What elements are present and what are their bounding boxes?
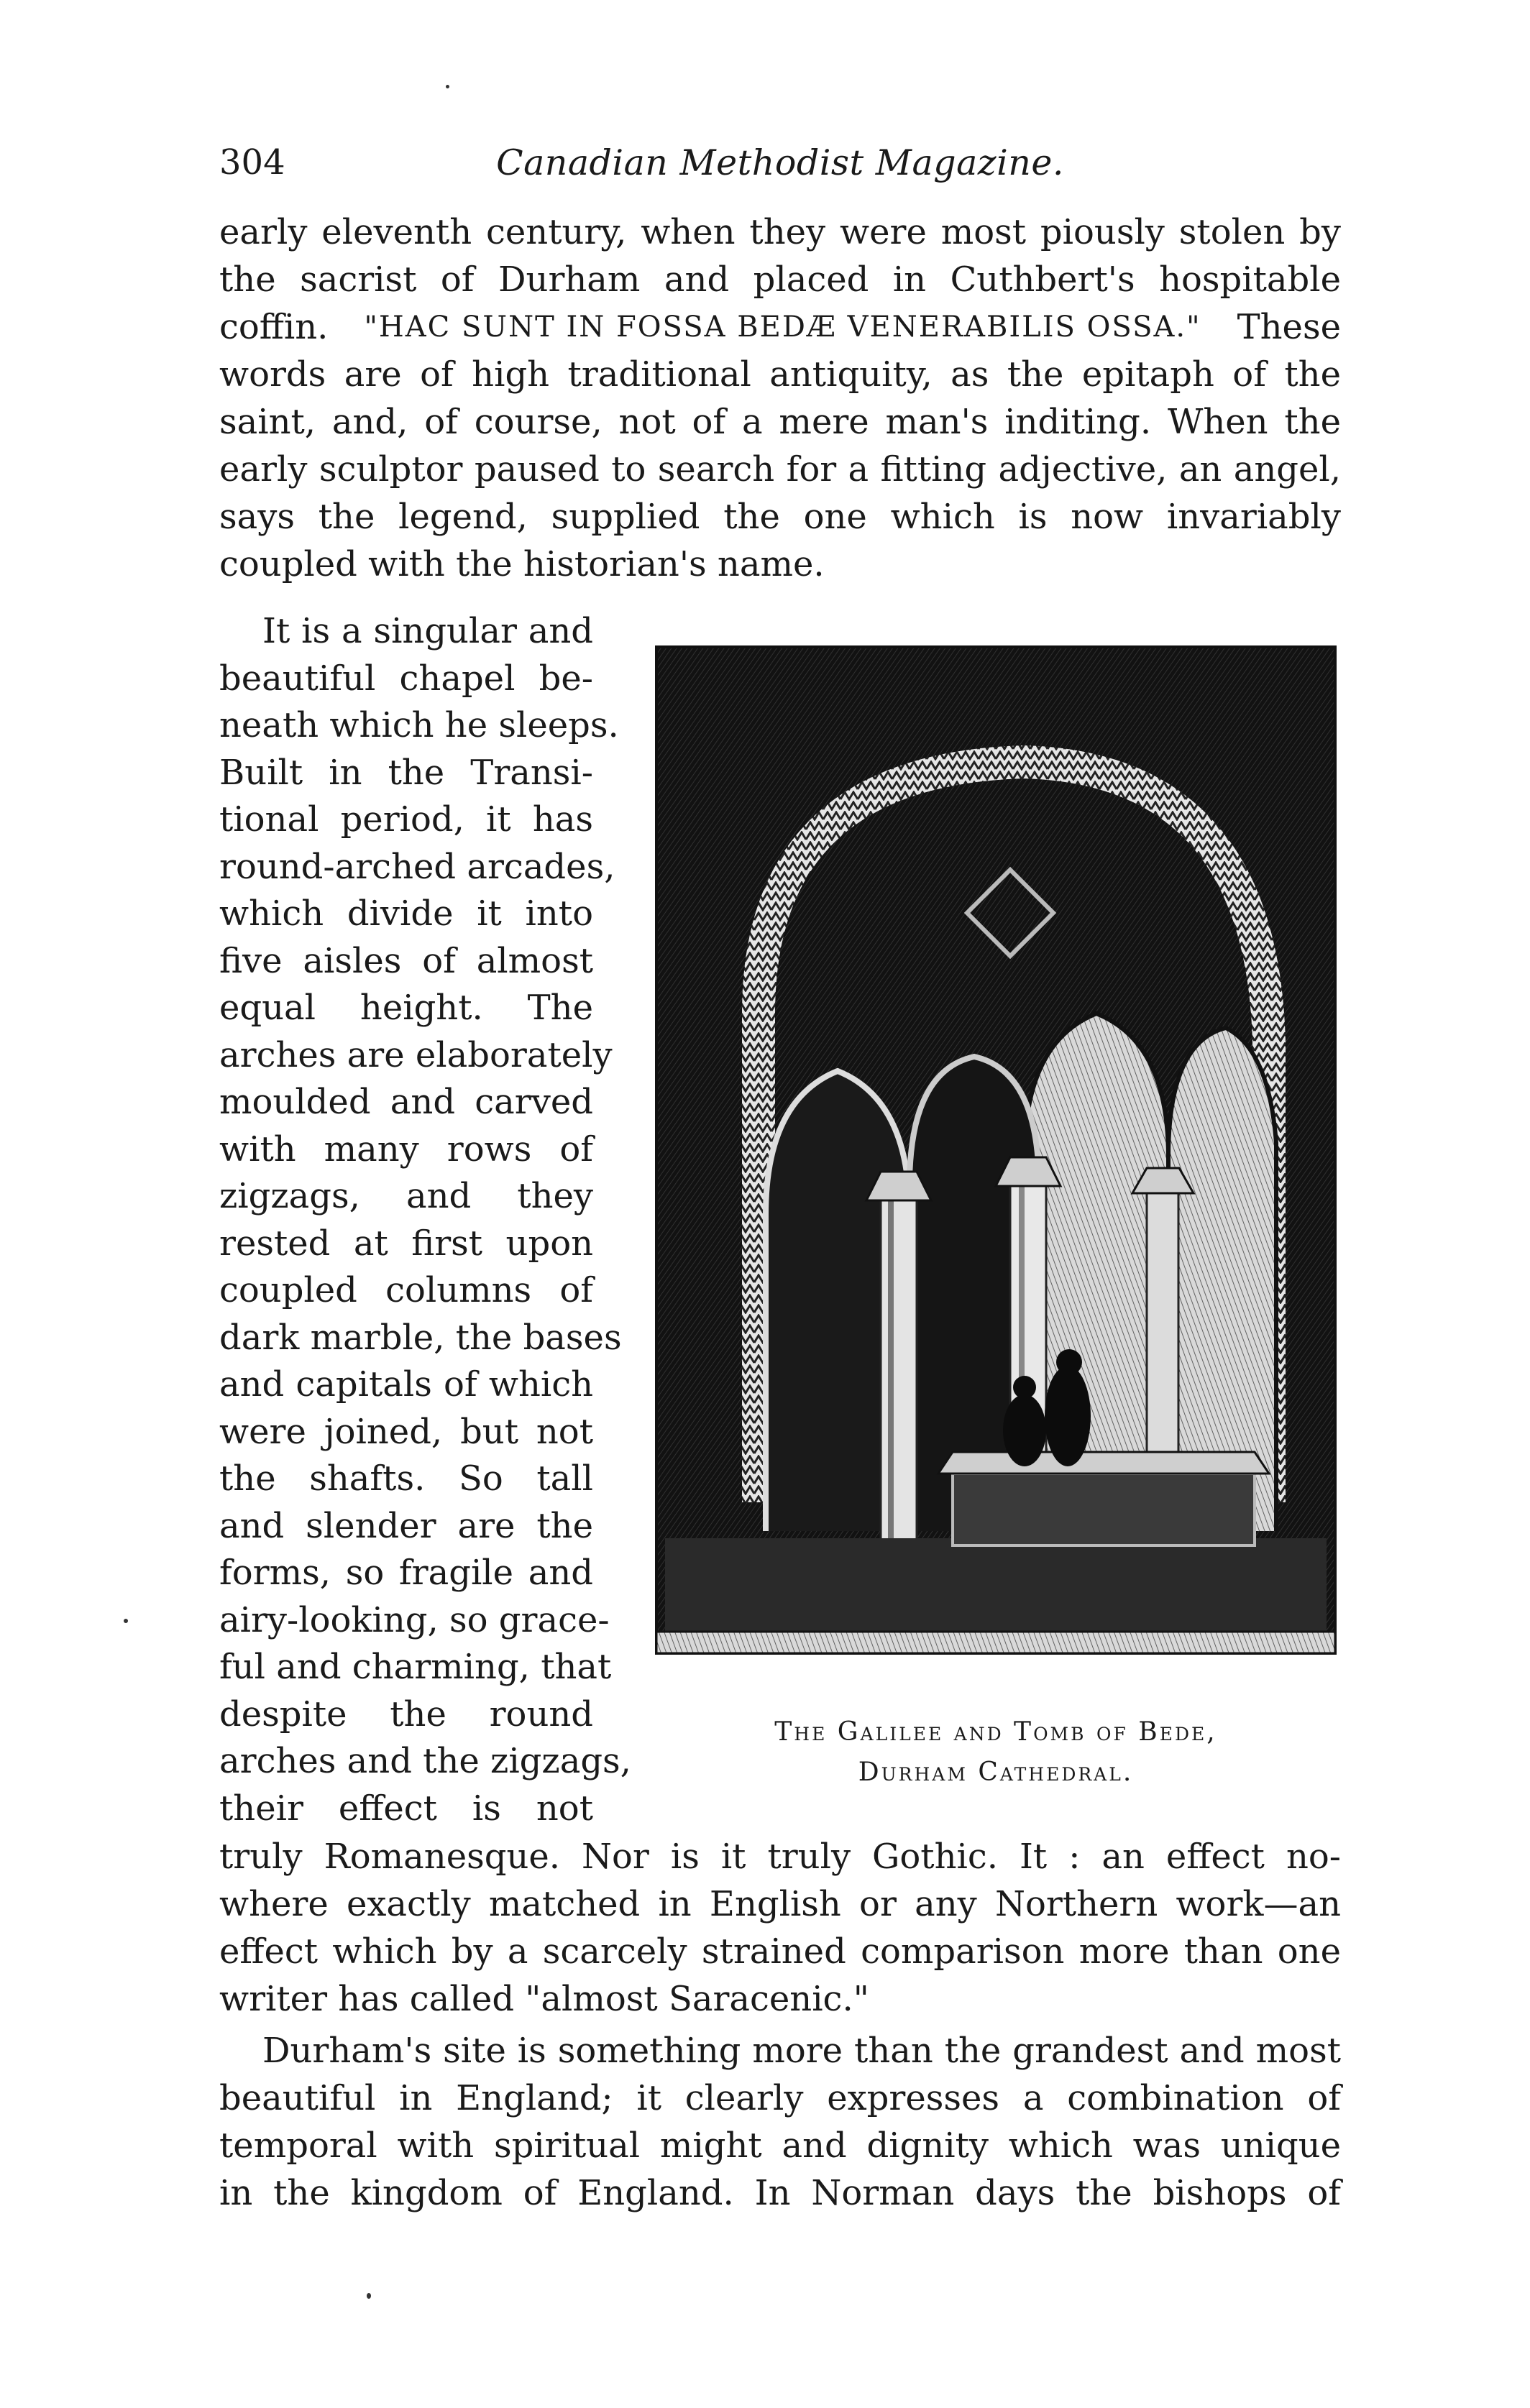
figure-caption [651, 1712, 1341, 1793]
text-line: truly Romanesque. Nor is it truly Gothic. It : an effect no- [219, 1837, 1341, 1877]
text-line: the sacrist of Durham and placed in Cuthbert's hospitable [219, 259, 1341, 300]
text-line: early sculptor paused to search for a fitting adjective, an angel, [219, 449, 1341, 490]
engraving-galilee-chapel [651, 640, 1341, 1664]
epitaph-quote: "HAC SUNT IN FOSSA BEDÆ VENERABILIS OSSA." [364, 311, 1201, 344]
text-line: their effect is not [219, 1788, 593, 1829]
paragraph-2-continuation [219, 1833, 1341, 2023]
text-line: says the legend, supplied the one which is now invariably [219, 497, 1341, 537]
text-line: and slender are the [219, 1505, 593, 1546]
text-line: words are of high traditional antiquity, as the epitaph of the [219, 354, 1341, 395]
text-line: temporal with spiritual might and dignity which was unique [219, 2126, 1341, 2166]
text-line: five aisles of almost [219, 940, 593, 981]
caption-line: Durham Cathedral. [858, 1757, 1134, 1787]
text-line: beautiful chapel be- [219, 658, 593, 699]
text-line: early eleventh century, when they were most piously stolen by [219, 212, 1341, 252]
scan-speck [446, 85, 449, 88]
text-line: and capitals of which [219, 1364, 593, 1405]
text-line: beautiful in England; it clearly expresses a combination of [219, 2078, 1341, 2118]
paragraph-3 [219, 2027, 1341, 2217]
page-number: 304 [219, 142, 285, 183]
text-line-epitaph [219, 303, 1341, 351]
text-line: tional period, it has [219, 799, 593, 840]
text-line: effect which by a scarcely strained comparison more than one [219, 1931, 1341, 1972]
text-line: which divide it into [219, 893, 593, 934]
scan-speck [367, 2293, 371, 2299]
text-line: the shafts. So tall [219, 1458, 593, 1499]
text-line: rested at first upon [219, 1223, 593, 1264]
text-line: writer has called "almost Saracenic." [219, 1979, 869, 2019]
text-line: neath which he sleeps. [219, 705, 619, 745]
text-line: forms, so fragile and [219, 1553, 593, 1593]
text-line: round-arched arcades, [219, 846, 615, 887]
text-line: arches and the zigzags, [219, 1741, 631, 1781]
text-line: despite the round [219, 1694, 593, 1734]
scan-speck [124, 1619, 128, 1623]
engraving-illustration [651, 640, 1341, 1664]
text-line: moulded and carved [219, 1082, 593, 1122]
text-line: arches are elaborately [219, 1034, 613, 1075]
text-line: coupled columns of [219, 1270, 593, 1310]
text-line: equal height. The [219, 988, 593, 1028]
text-line: zigzags, and they [219, 1176, 593, 1216]
paragraph-1 [219, 208, 1341, 588]
text-line: It is a singular and [262, 611, 593, 651]
text-line: with many rows of [219, 1129, 593, 1169]
caption-line: The Galilee and Tomb of Bede, [774, 1717, 1217, 1747]
text-line: were joined, but not [219, 1411, 593, 1452]
text-line: Built in the Transi- [219, 752, 593, 793]
running-header [219, 142, 1341, 193]
text-line: airy-looking, so grace- [219, 1599, 610, 1640]
text-line: ful and charming, that [219, 1647, 612, 1687]
text-fragment: coffin. [219, 307, 329, 347]
text-line: coupled with the historian's name. [219, 544, 825, 584]
text-line: in the kingdom of England. In Norman days the bishops of [219, 2173, 1341, 2213]
text-fragment: These [1237, 307, 1341, 347]
text-line: dark marble, the bases [219, 1317, 622, 1358]
text-line: Durham's site is something more than the grandest and most [262, 2031, 1341, 2071]
running-title: Canadian Methodist Magazine. [496, 142, 1064, 183]
text-line: saint, and, of course, not of a mere man's inditing. When the [219, 402, 1341, 442]
text-line: where exactly matched in English or any Northern work—an [219, 1884, 1341, 1924]
paragraph-2-narrow-column [219, 608, 631, 1832]
